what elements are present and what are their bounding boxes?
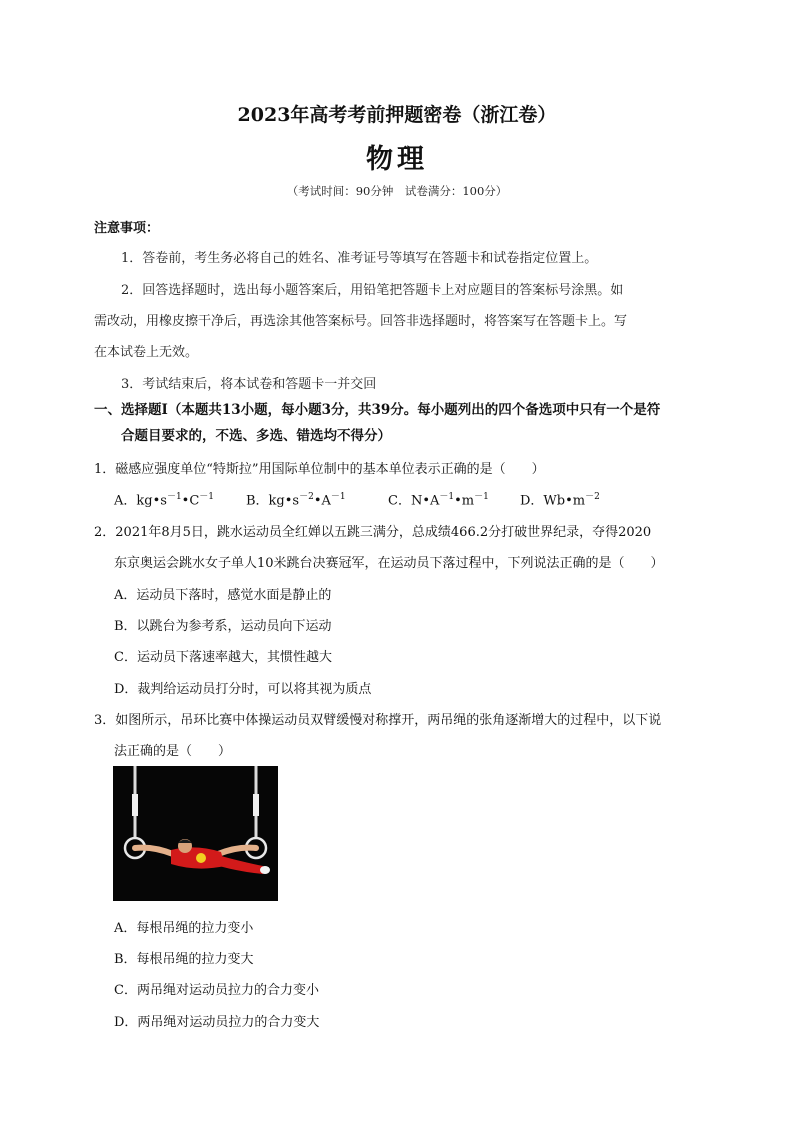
- q1-a-exp1: －1: [166, 492, 182, 502]
- notice-heading: 注意事项：: [94, 221, 160, 236]
- q1-stem: 1．磁感应强度单位“特斯拉”用国际单位制中的基本单位表示正确的是（ ）: [94, 462, 545, 477]
- q1-a-mid: •C: [181, 493, 200, 509]
- q1-b-label: B．kg•s: [246, 493, 300, 509]
- q2-stem-line-1: 2．2021年8月5日，跳水运动员全红婵以五跳三满分，总成绩466.2分打破世界纪录，夺得2020: [94, 525, 652, 540]
- q1-option-d: [520, 489, 600, 508]
- q1-b-mid: •A: [313, 493, 331, 509]
- q1-a-exp2: －1: [199, 492, 215, 502]
- gymnast-rings-photo: [113, 766, 278, 901]
- q1-c-exp2: －1: [474, 492, 489, 502]
- q1-option-a: [114, 489, 214, 508]
- q1-d-label: D．Wb•m: [520, 493, 586, 509]
- q2-option-c: C．运动员下落速率越大，其惯性越大: [114, 650, 332, 665]
- q1-option-b: [246, 489, 346, 508]
- section-1-heading-line-2: 合题目要求的，不选、多选、错选均不得分）: [121, 428, 391, 444]
- notice-item-2-line-3: 在本试卷上无效。: [94, 345, 199, 360]
- notice-item-2-line-1: 2．回答选择题时，选出每小题答案后，用铅笔把答题卡上对应题目的答案标号涂黑。如: [121, 283, 624, 298]
- q2-option-d: D．裁判给运动员打分时，可以将其视为质点: [114, 682, 372, 697]
- q1-c-label: C．N•A: [388, 493, 440, 509]
- q2-option-b: B．以跳台为参考系，运动员向下运动: [114, 619, 332, 634]
- q1-d-exp1: －2: [585, 492, 600, 502]
- subject-title: 物理: [366, 144, 428, 175]
- q3-option-b: B．每根吊绳的拉力变大: [114, 952, 254, 967]
- q1-option-c: [388, 489, 489, 508]
- q1-c-mid: •m: [454, 493, 475, 509]
- q3-option-a: A．每根吊绳的拉力变小: [114, 921, 254, 936]
- notice-item-3: 3．考试结束后，将本试卷和答题卡一并交回: [121, 377, 377, 392]
- q1-c-exp1: －1: [439, 492, 455, 502]
- q1-b-exp2: －1: [330, 492, 346, 502]
- gymnast-illustration: [113, 766, 278, 901]
- notice-item-1: 1．答卷前，考生务必将自己的姓名、准考证号等填写在答题卡和试卷指定位置上。: [121, 251, 598, 266]
- q2-option-a: A．运动员下落时，感觉水面是静止的: [114, 588, 332, 603]
- q2-stem-line-2: 东京奥运会跳水女子单人10米跳台决赛冠军，在运动员下落过程中，下列说法正确的是（ ）: [114, 556, 664, 571]
- q1-a-label: A．kg•s: [114, 493, 167, 509]
- q3-option-c: C．两吊绳对运动员拉力的合力变小: [114, 983, 319, 998]
- section-1-heading-line-1: 一、选择题Ⅰ（本题共13小题，每小题3分，共39分。每小题列出的四个备选项中只有一个是符: [94, 402, 661, 418]
- notice-item-2-line-2: 需改动，用橡皮擦干净后，再选涂其他答案标号。回答非选择题时，将答案写在答题卡上。写: [94, 314, 628, 329]
- q3-stem-line-2: 法正确的是（ ）: [114, 744, 232, 759]
- exam-title: 2023年高考考前押题密卷（浙江卷）: [237, 104, 557, 126]
- q3-stem-line-1: 3．如图所示，吊环比赛中体操运动员双臂缓慢对称撑开，两吊绳的张角逐渐增大的过程中，以下说: [94, 713, 662, 728]
- q1-b-exp1: －2: [299, 492, 314, 502]
- exam-info: （考试时间：90分钟 试卷满分：100分）: [286, 184, 508, 198]
- q3-option-d: D．两吊绳对运动员拉力的合力变大: [114, 1015, 320, 1030]
